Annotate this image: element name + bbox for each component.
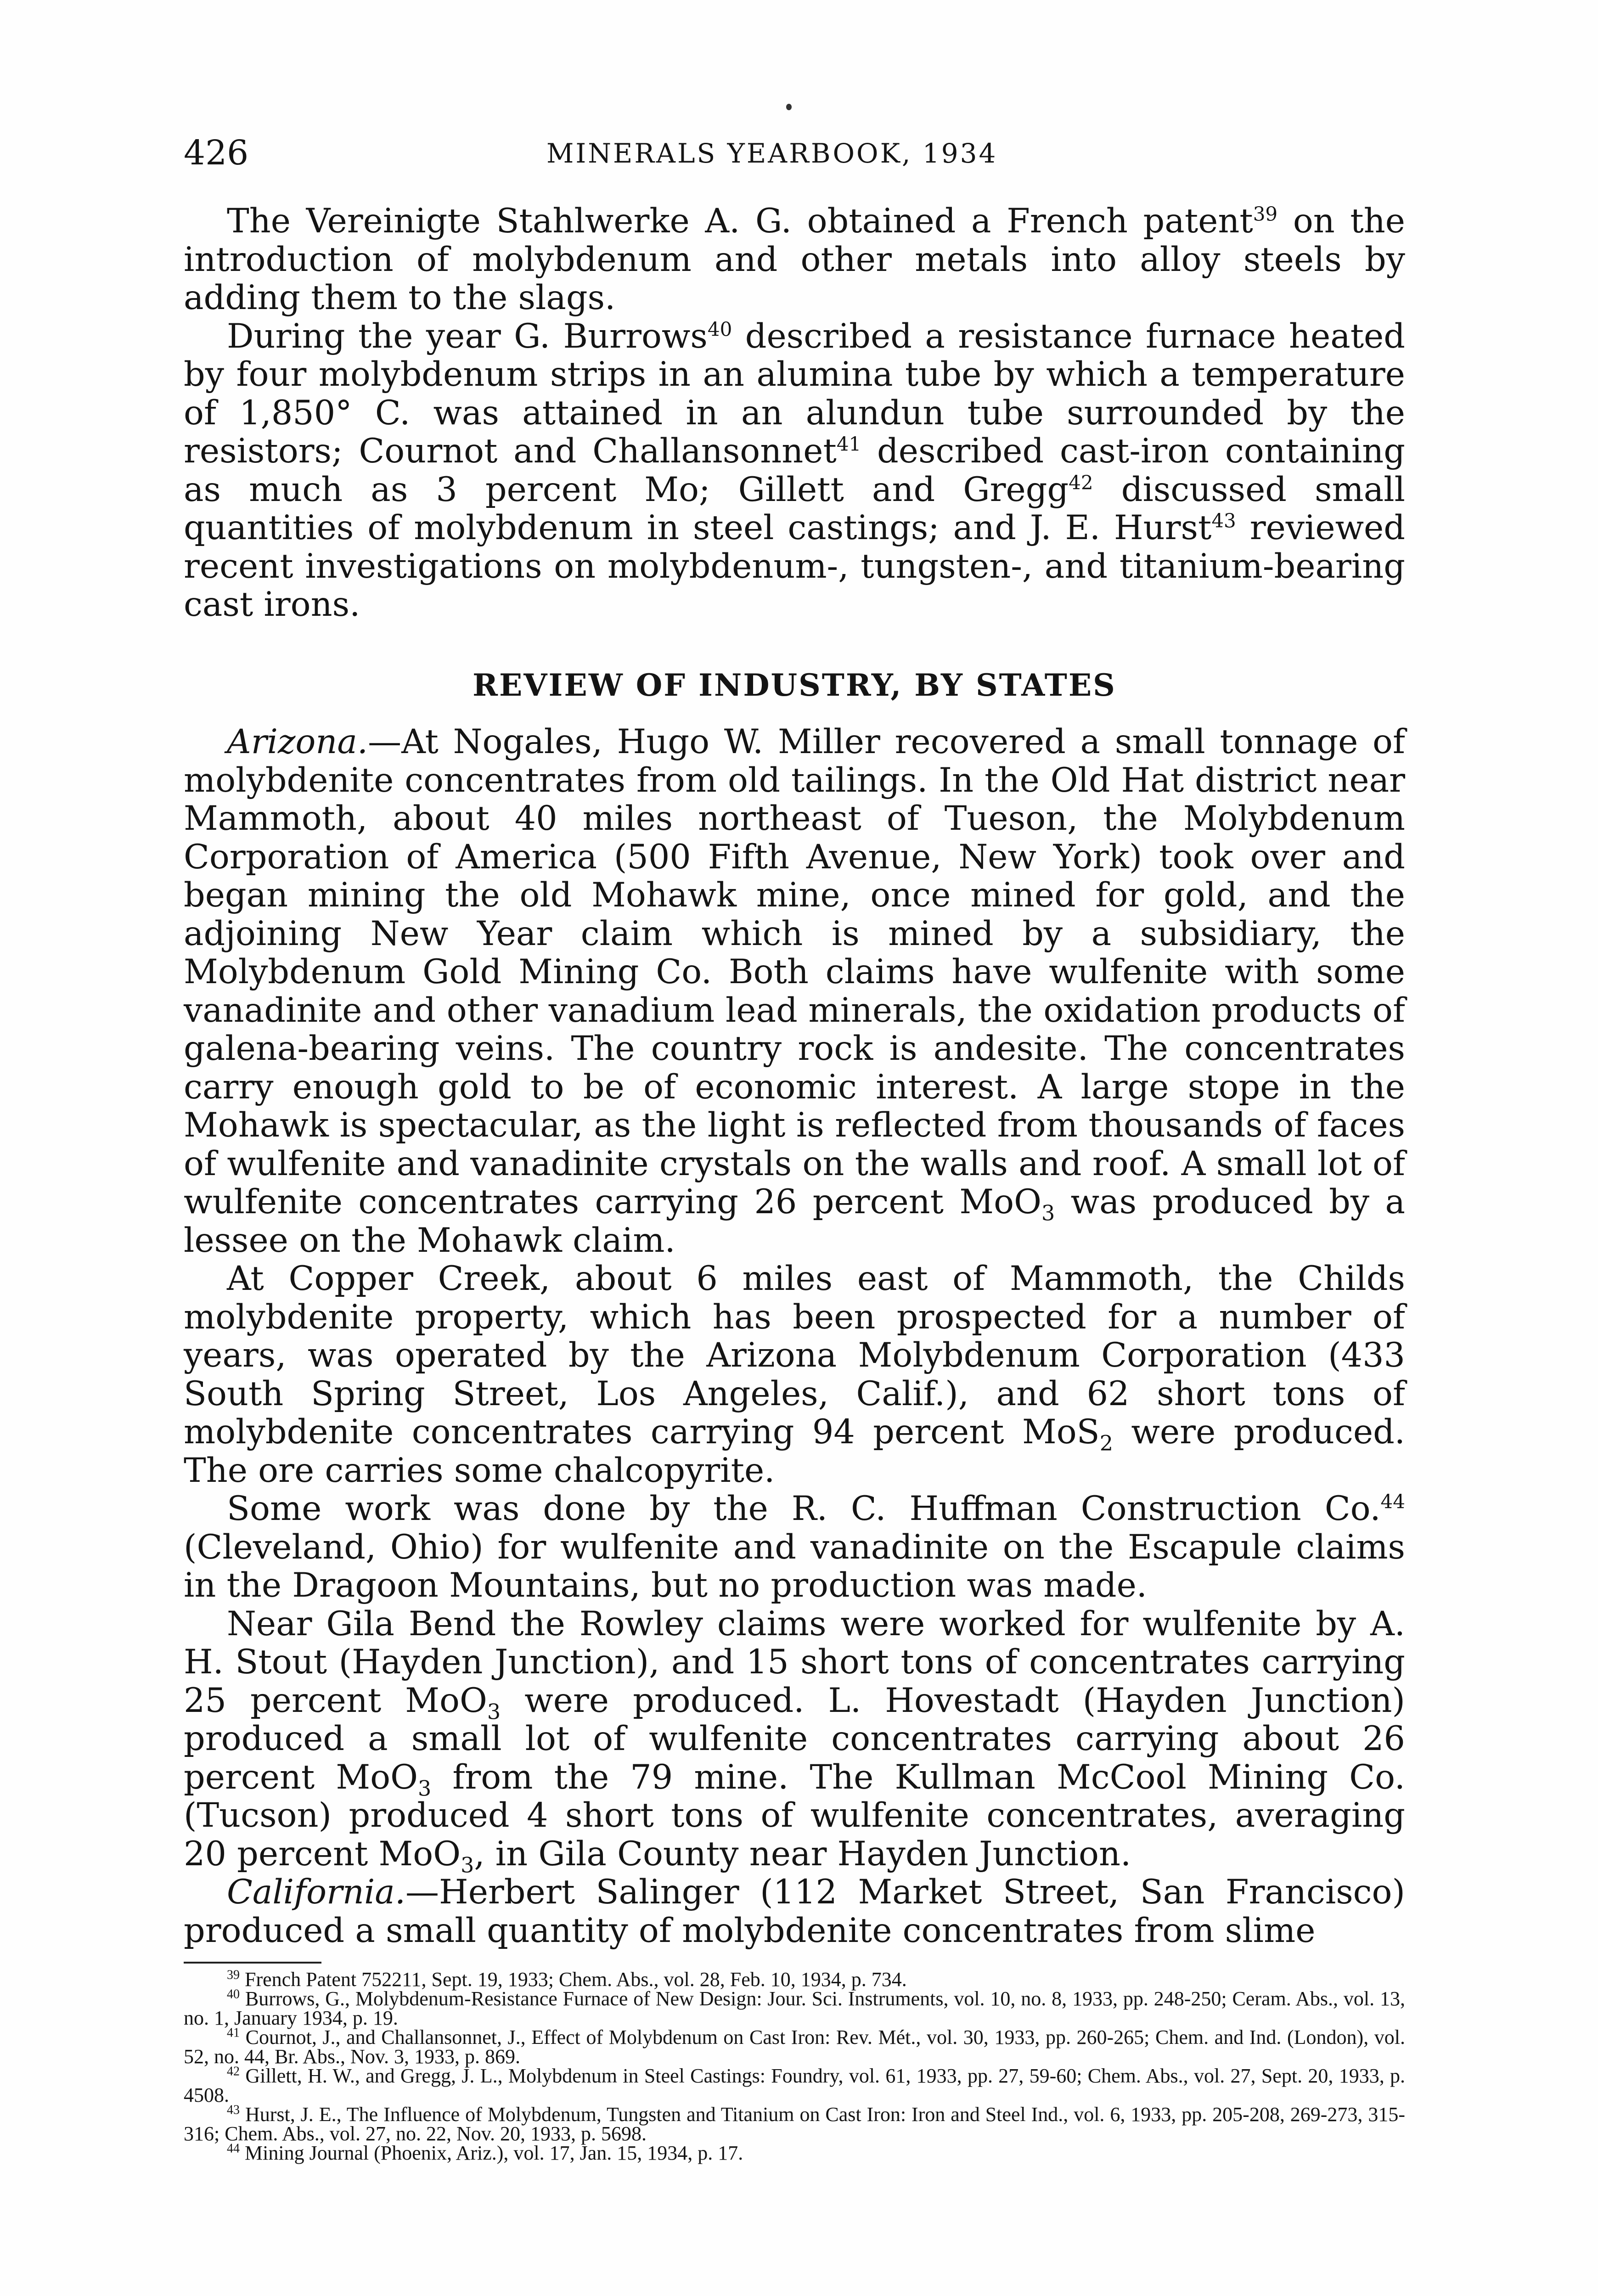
footnote-ref-44: 44	[1380, 1490, 1405, 1513]
paragraph-research	[184, 317, 1405, 624]
text-run: At Copper Creek, about 6 miles east of Mammoth, the Childs molybdenite property, which has been prospected for a number of years, was operated by the Arizona Molybdenum Corporation (433 South Spring Street, Los Angeles, Calif.), and 62 short tons of molybdenite concentrates carrying 94 percent MoS	[184, 1259, 1405, 1452]
footnote-ref-43: 43	[1211, 509, 1236, 532]
footnote-ref-39: 39	[1253, 203, 1278, 225]
footnote-43	[184, 2105, 1405, 2144]
footnote-number: 39	[227, 1968, 240, 1982]
running-title: MINERALS YEARBOOK, 1934	[546, 138, 998, 169]
footnote-ref-41: 41	[836, 433, 861, 456]
text-run: During the year G. Burrows	[227, 316, 708, 356]
text-run: reviewed recent investigations on molybdenum-, tungsten-, and titanium-bearing cast irons.	[184, 508, 1405, 624]
text-run: were produced. L. Hovestadt (Hayden Junction) produced a small lot of wulfenite concentrates carrying about 26 percent MoO	[184, 1681, 1405, 1797]
footnotes	[184, 1970, 1405, 2163]
subscript: 3	[461, 1852, 474, 1878]
subscript: 3	[417, 1776, 432, 1801]
subscript: 2	[1099, 1430, 1113, 1456]
footnote-39	[184, 1970, 1405, 1989]
text-run: described cast-iron containing as much as 3 percent Mo; Gillett and Gregg	[184, 432, 1405, 509]
text-run: (Cleveland, Ohio) for wulfenite and vanadinite on the Escapule claims in the Dragoon Mountains, but no production was made.	[184, 1527, 1405, 1605]
text-run: Some work was done by the R. C. Huffman Construction Co.	[227, 1489, 1381, 1528]
subscript: 3	[487, 1699, 501, 1724]
state-name-arizona: Arizona.	[227, 722, 368, 761]
text-run: —Herbert Salinger (112 Market Street, San Francisco) produced a small quantity of molybdenite concentrates from slime	[184, 1873, 1405, 1950]
paragraph-gila-bend	[184, 1604, 1405, 1878]
text-run: on the introduction of molybdenum and other metals into alloy steels by adding them to the slags.	[184, 202, 1405, 317]
body-text	[184, 202, 1405, 1950]
text-run: discussed small quantities of molybdenum in steel castings; and J. E. Hurst	[184, 470, 1405, 547]
footnote-text: Mining Journal (Phoenix, Ariz.), vol. 17, Jan. 15, 1934, p. 17.	[245, 2142, 743, 2164]
paragraph-california	[184, 1873, 1405, 1950]
footnote-44	[184, 2141, 1405, 2164]
footnote-divider	[184, 1962, 321, 1964]
state-name-california: California.	[227, 1873, 406, 1912]
text-run: —At Nogales, Hugo W. Miller recovered a small tonnage of molybdenite concentrates from old tailings. In the Old Hat district near Mammoth, about 40 miles northeast of Tueson, the Molybdenum Corporation of America (500 Fifth Avenue, New York) took over and began mining the old Mohawk mine, once mined for gold, and the adjoining New Year claim which is mined by a subsidiary, the Molybdenum Gold Mining Co. Both claims have wulfenite with some vanadinite and other vanadium lead minerals, the oxidation products of galena-bearing veins. The country rock is andesite. The concentrates carry enough gold to be of economic interest. A large stope in the Mohawk is spectacular, as the light is reflected from thousands of faces of wulfenite and vanadinite crystals on the walls and roof. A small lot of wulfenite concentrates carrying 26 percent MoO	[184, 722, 1405, 1221]
text-run: , in Gila County near Hayden Junction.	[474, 1834, 1131, 1874]
subscript: 3	[1041, 1200, 1055, 1226]
footnote-42	[184, 2066, 1405, 2105]
footnote-text: Hurst, J. E., The Influence of Molybdenum, Tungsten and Titanium on Cast Iron: Iron and Steel Ind., vol. 6, 1933, pp. 205-208, 269-273, 315-316; Chem. Abs., vol. 27, no. 22, Nov. 20, 1933, p. 5698.	[184, 2103, 1406, 2145]
footnote-ref-42: 42	[1069, 471, 1093, 494]
footnote-41	[184, 2028, 1405, 2066]
footnote-text: Burrows, G., Molybdenum-Resistance Furnace of New Design: Jour. Sci. Instruments, vol. 10, no. 8, 1933, pp. 248-250; Ceram. Abs., vol. 13, no. 1, January 1934, p. 19.	[184, 1987, 1405, 2029]
footnote-number: 44	[227, 2141, 240, 2156]
text-run: The Vereinigte Stahlwerke A. G. obtained a French patent	[227, 202, 1253, 241]
footnote-number: 43	[227, 2103, 240, 2117]
print-speck	[786, 104, 792, 110]
paragraph-patent	[184, 202, 1405, 317]
page-number: 426	[184, 133, 249, 173]
text-run: was produced by a lessee on the Mohawk claim.	[184, 1182, 1405, 1260]
running-head	[184, 133, 1405, 184]
footnote-number: 41	[227, 2026, 240, 2040]
footnote-40	[184, 1989, 1405, 2028]
text-run: described a resistance furnace heated by four molybdenum strips in an alumina tube by which a temperature of 1,850° C. was attained in an alundun tube surrounded by the resistors; Cournot and Challansonnet	[184, 316, 1405, 471]
footnote-number: 40	[227, 1987, 240, 2002]
footnote-number: 42	[227, 2064, 240, 2079]
footnote-text: Cournot, J., and Challansonnet, J., Effect of Molybdenum on Cast Iron: Rev. Mét., vol. 30, 1933, pp. 260-265; Chem. and Ind. (London), vol. 52, no. 44, Br. Abs., Nov. 3, 1933, p. 869.	[184, 2026, 1405, 2068]
paragraph-arizona	[184, 723, 1405, 1260]
text-run: from the 79 mine. The Kullman McCool Mining Co. (Tucson) produced 4 short tons of wulfenite concentrates, averaging 20 percent MoO	[184, 1757, 1405, 1874]
footnote-text: Gillett, H. W., and Gregg, J. L., Molybdenum in Steel Castings: Foundry, vol. 61, 1933, pp. 27, 59-60; Chem. Abs., vol. 27, Sept. 20, 1933, p. 4508.	[184, 2065, 1405, 2106]
document-page	[184, 133, 1405, 2163]
text-run: were produced. The ore carries some chalcopyrite.	[184, 1412, 1405, 1490]
footnote-text: French Patent 752211, Sept. 19, 1933; Chem. Abs., vol. 28, Feb. 10, 1934, p. 734.	[245, 1968, 907, 1991]
text-run: Near Gila Bend the Rowley claims were worked for wulfenite by A. H. Stout (Hayden Junction), and 15 short tons of concentrates carrying 25 percent MoO	[184, 1604, 1405, 1720]
paragraph-copper-creek	[184, 1260, 1405, 1490]
paragraph-huffman	[184, 1490, 1405, 1605]
section-heading: REVIEW OF INDUSTRY, BY STATES	[473, 667, 1116, 703]
footnote-ref-40: 40	[707, 318, 732, 341]
